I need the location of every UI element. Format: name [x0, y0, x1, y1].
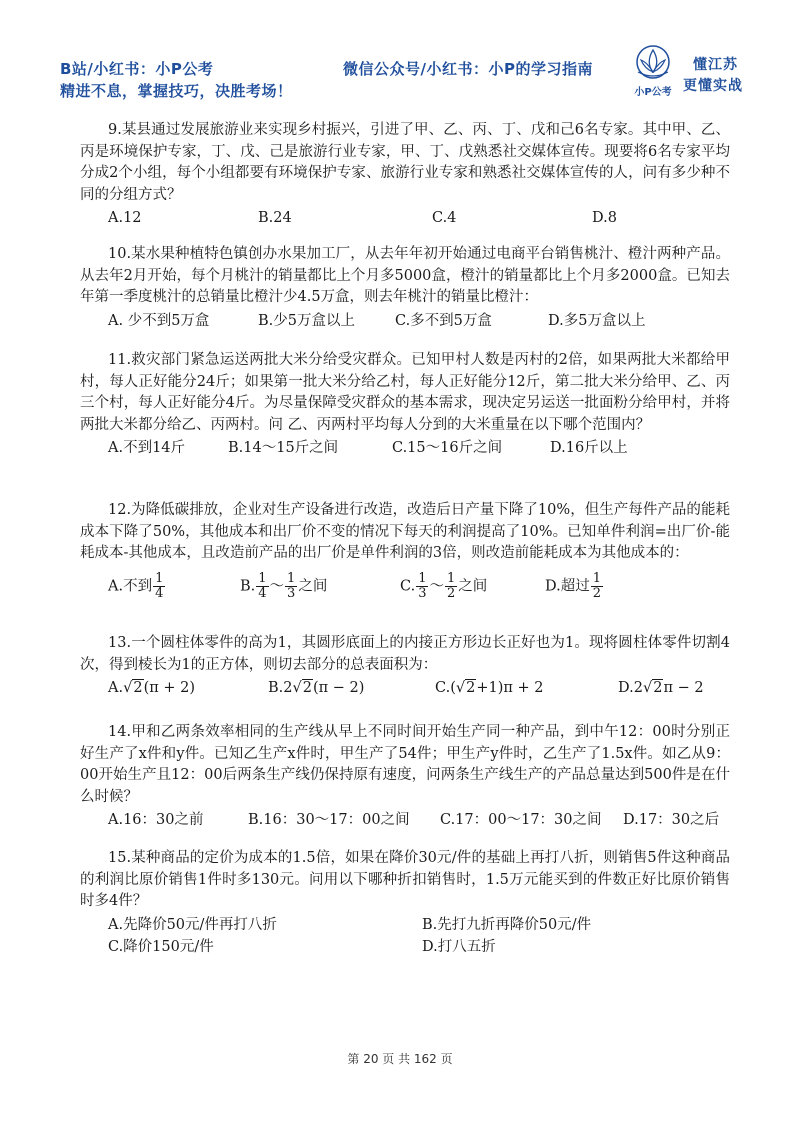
option-prefix: A. [108, 680, 124, 696]
square-root [123, 677, 143, 699]
lotus-logo-icon [624, 42, 682, 84]
option-d: D.打八五折 [422, 938, 496, 955]
fraction-denominator: 3 [418, 585, 427, 601]
fraction-denominator: 4 [258, 585, 267, 601]
question-stem: 11.救灾部门紧急运送两批大米分给受灾群众。已知甲村人数是丙村的2倍，如果两批大米都给甲村，每人正好能分24斤；如果第一批大米分给乙村，每人正好能分12斤，第二批大米分给甲、乙、丙三个村，每人正好能分4斤。为尽量保障受灾群众的基本需求，现决定另运送一批面粉分给甲村，并将两批大米都分给乙、丙两村。问 乙、丙两村平均每人分到的大米重量在以下哪个范围内？ [80, 352, 730, 433]
option-d: D.8 [592, 210, 617, 226]
slogan-line-2: 更懂实战 [683, 78, 743, 94]
coefficient: 2 [633, 680, 643, 696]
option-prefix: B. [268, 680, 284, 696]
option-c [435, 677, 544, 699]
header-wechat-label: 微信公众号/小红书：小P的学习指南 [343, 60, 593, 78]
option-prefix: C. [435, 680, 451, 696]
question-13 [80, 633, 730, 701]
fraction [285, 572, 297, 601]
option-b: B.少5万盒以上 [258, 312, 355, 329]
tilde: ～ [429, 578, 444, 594]
option-a: A. 少不到5万盒 [108, 312, 210, 329]
option-c: C.4 [432, 210, 457, 226]
radicand: 2 [302, 680, 312, 696]
question-stem: 12.为降低碳排放，企业对生产设备进行改造，改造后日产量下降了10%，但生产每件产品的能耗成本下降了50%，其他成本和出厂价不变的情况下每天的利润提高了10%。已知单件利润=出厂价-能耗成本-其他成本，且改造前产品的出厂价是单件利润的3倍，则改造前能耗成本为其他成本的： [80, 502, 730, 561]
option-prefix: B. [240, 578, 256, 594]
radical-sign: √ [642, 680, 653, 696]
question-12 [80, 500, 730, 600]
option-d [545, 572, 604, 601]
square-root [643, 677, 663, 699]
option-b: B.16：30～17：00之间 [248, 812, 410, 828]
header-motto: 精进不息，掌握技巧，决胜考场！ [60, 82, 293, 100]
option-b [268, 677, 364, 699]
fraction [416, 572, 428, 601]
question-15 [80, 848, 730, 958]
slogan-line-1: 懂江苏 [693, 57, 738, 73]
option-row [80, 677, 730, 701]
option-prefix: D. [618, 680, 634, 696]
option-c: C.17：00～17：30之间 [440, 812, 602, 828]
radical-sign: √ [123, 680, 133, 696]
option-prefix: C. [400, 578, 416, 594]
option-d: D.16斤以上 [550, 440, 628, 456]
question-stem: 14.甲和乙两条效率相同的生产线从早上不同时间开始生产同一种产品，到中午12：00时分别正好生产了x件和y件。已知乙生产x件时，甲生产了54件；甲生产y件时，乙生产了1.5x件。如乙从9：00开始生产且12：00后两条生产线仍保持原有速度，问两条生产线生产的产品总量达到500件是在什么时候？ [80, 724, 730, 805]
radicand: 2 [133, 680, 143, 696]
option-b: B.先打九折再降价50元/件 [422, 916, 592, 933]
option-d: D.17：30之后 [623, 812, 720, 828]
option-c [400, 572, 487, 601]
square-root [293, 677, 313, 699]
header-bilibili-label: B站/小红书：小P公考 [60, 60, 214, 78]
option-expression: (π − 2) [312, 680, 365, 696]
fraction-denominator: 2 [592, 585, 601, 601]
fraction-denominator: 2 [446, 585, 456, 601]
question-stem: 10.某水果种植特色镇创办水果加工厂，从去年年初开始通过电商平台销售桃汁、橙汁两种产品。从去年2月开始，每个月桃汁的销量都比上个月多5000盒，橙汁的销量都比上个月多2000盒。已知去年第一季度桃汁的总销量比橙汁少4.5万盒，则去年桃汁的销量比橙汁： [80, 246, 730, 305]
radicand: 2 [653, 680, 663, 696]
option-prefix: D.超过 [545, 578, 590, 594]
question-stem: 13.一个圆柱体零件的高为1，其圆形底面上的内接正方形边长正好也为1。现将圆柱体零件切割4次，得到棱长为1的正方体，则切去部分的总表面积为： [80, 635, 730, 673]
option-c: C.多不到5万盒 [395, 312, 492, 329]
between-label: 之间 [298, 578, 328, 594]
option-row [80, 809, 730, 833]
fraction-numerator: 1 [418, 570, 427, 586]
fraction [445, 572, 457, 601]
fraction-denominator: 4 [155, 585, 164, 601]
option-a: A.12 [108, 210, 142, 226]
fraction-denominator: 3 [287, 585, 296, 601]
fraction [591, 572, 603, 601]
fraction [256, 572, 268, 601]
option-row [80, 437, 730, 461]
radicand: 2 [466, 680, 476, 696]
fraction [153, 572, 165, 601]
option-prefix: A.不到 [108, 578, 153, 594]
option-c: C.15～16斤之间 [392, 440, 503, 456]
question-14 [80, 722, 730, 833]
fraction-numerator: 1 [258, 570, 267, 586]
fraction-numerator: 1 [446, 570, 456, 586]
option-row [80, 310, 730, 334]
option-d [618, 677, 704, 699]
option-b: B.14～15斤之间 [228, 440, 339, 456]
brand-logo [624, 42, 682, 98]
question-stem: 9.某县通过发展旅游业来实现乡村振兴，引进了甲、乙、丙、丁、戊和己6名专家。其中甲、乙、丙是环境保护专家，丁、戊、己是旅游行业专家，甲、丁、戊熟悉社交媒体宣传。现要将6名专家平均分成2个小组，每个小组都要有环境保护专家、旅游行业专家和熟悉社交媒体宣传的人，问有多少种不同的分组方式？ [80, 122, 730, 203]
question-9 [80, 120, 730, 231]
option-row [80, 566, 730, 600]
fraction-numerator: 1 [287, 570, 296, 586]
option-expression: π − 2 [663, 680, 704, 696]
option-a [108, 677, 195, 699]
open-paren: ( [450, 680, 456, 696]
question-stem: 15.某种商品的定价为成本的1.5倍，如果在降价30元/件的基础上再打八折，则销售5件这种商品的利润比原价销售1件时多130元。问用以下哪种折扣销售时，1.5万元能买到的件数正好比原价销售时多4件？ [80, 850, 730, 909]
option-a: A.16：30之前 [108, 812, 204, 828]
option-expression: (π + 2) [143, 680, 196, 696]
coefficient: 2 [283, 680, 293, 696]
radical-sign: √ [455, 680, 466, 696]
tilde: ～ [269, 578, 285, 594]
option-row [80, 207, 730, 231]
logo-caption: 小P公考 [634, 87, 672, 98]
between-label: 之间 [458, 578, 488, 594]
fraction-numerator: 1 [155, 570, 164, 586]
option-c: C.降价150元/件 [108, 938, 214, 955]
question-10 [80, 244, 730, 334]
option-expression: +1)π + 2 [476, 680, 544, 696]
option-a [108, 572, 166, 601]
option-d: D.多5万盒以上 [548, 312, 646, 329]
page-number: 第 20 页 共 162 页 [347, 1052, 453, 1066]
option-a: A.先降价50元/件再打八折 [108, 916, 277, 933]
option-a: A.不到14斤 [108, 440, 186, 456]
square-root [456, 677, 476, 699]
page-header [0, 0, 800, 105]
radical-sign: √ [292, 680, 302, 696]
option-b: B.24 [258, 210, 292, 226]
question-11 [80, 350, 730, 461]
option-b [240, 572, 327, 601]
fraction-numerator: 1 [592, 570, 601, 586]
option-grid [80, 914, 730, 958]
